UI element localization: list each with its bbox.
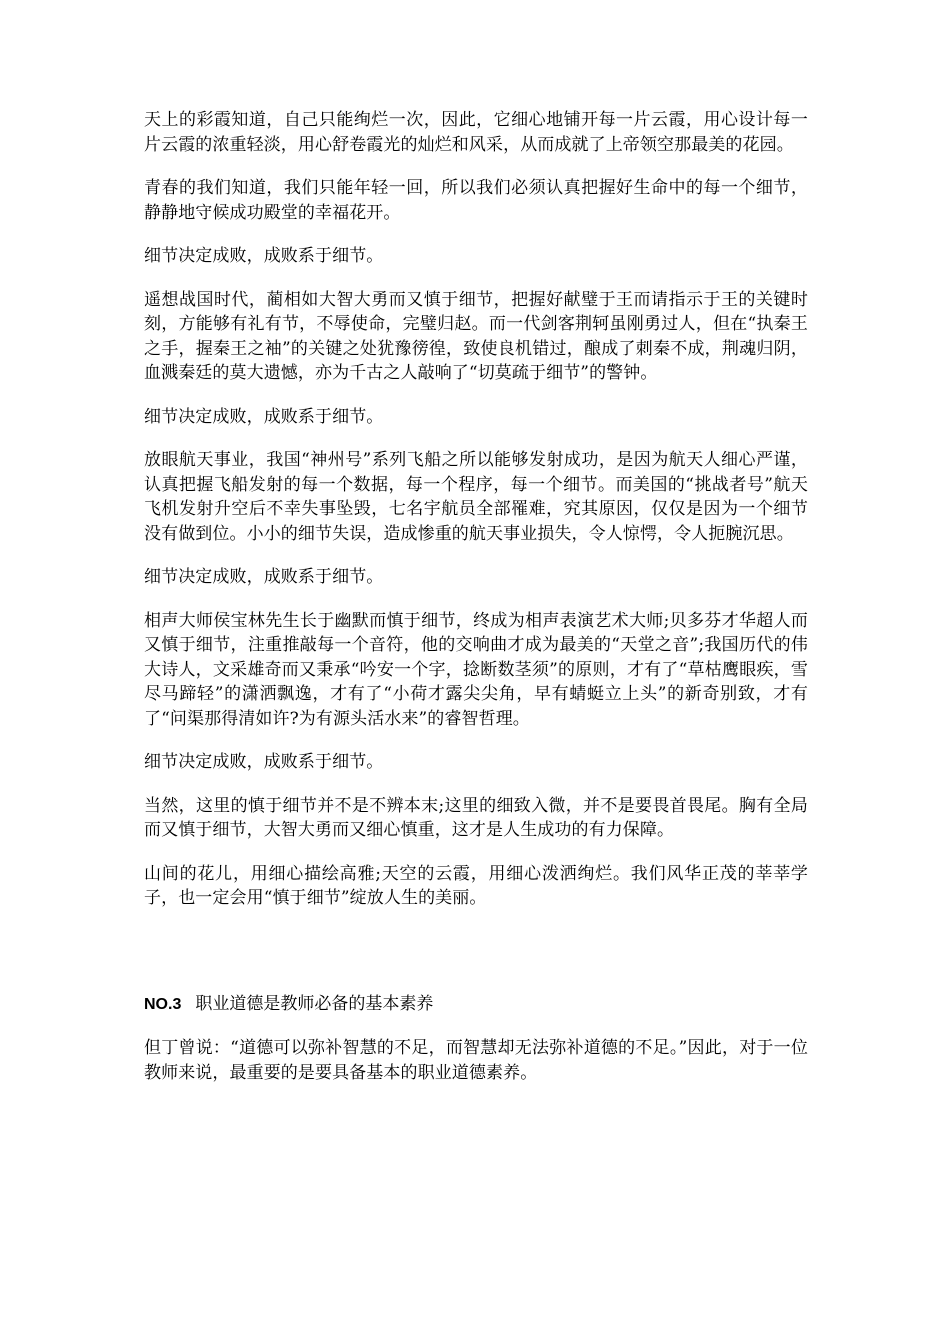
paragraph-1: 天上的彩霞知道，自己只能绚烂一次，因此，它细心地铺开每一片云霞，用心设计每一片云霞的浓重轻淡，用心舒卷霞光的灿烂和风采，从而成就了上帝领空那最美的花园。 (144, 110, 808, 155)
section-spacer (144, 930, 808, 992)
paragraph-8: 相声大师侯宝林先生长于幽默而慎于细节，终成为相声表演艺术大师;贝多芬才华超人而又慎于细节，注重推敲每一个音符，他的交响曲才成为最美的“天堂之音”;我国历代的伟大诗人，文采雄奇而又秉承“吟安一个字，捻断数茎须”的原则，才有了“草枯鹰眼疾，雪尽马蹄轻”的潇洒飘逸，才有了“小荷才露尖尖角，早有蜻蜓立上头”的新奇别致，才有了“问渠那得清如许?为有源头活水来”的睿智哲理。 (144, 610, 808, 729)
paragraph-11: 山间的花儿，用细心描绘高雅;天空的云霞，用细心泼洒绚烂。我们风华正茂的莘莘学子，也一定会用“慎于细节”绽放人生的美丽。 (144, 863, 808, 908)
paragraph-3: 细节决定成败，成败系于细节。 (144, 246, 384, 266)
section-number: NO.3 (144, 995, 182, 1013)
paragraph-5: 细节决定成败，成败系于细节。 (144, 406, 384, 427)
section-heading (144, 992, 808, 1018)
paragraph-9: 细节决定成败，成败系于细节。 (144, 752, 384, 772)
paragraph-7: 细节决定成败，成败系于细节。 (144, 567, 384, 587)
paragraph-12: 但丁曾说：“道德可以弥补智慧的不足，而智慧却无法弥补道德的不足。”因此，对于一位教师来说，最重要的是要具备基本的职业道德素养。 (144, 1038, 808, 1083)
paragraph-4: 遥想战国时代，蔺相如大智大勇而又慎于细节，把握好献璧于王而请指示于王的关键时刻，方能够有礼有节，不辱使命，完璧归赵。而一代剑客荆轲虽刚勇过人，但在“执秦王之手，握秦王之袖”的关键之处犹豫徬徨，致使良机错过，酿成了刺秦不成，荆魂归阴，血溅秦廷的莫大遗憾，亦为千古之人敲响了“切莫疏于细节”的警钟。 (144, 289, 808, 383)
document-page (144, 108, 808, 1104)
paragraph-10: 当然，这里的慎于细节并不是不辨本末;这里的细致入微，并不是要畏首畏尾。胸有全局而又慎于细节，大智大勇而又细心慎重，这才是人生成功的有力保障。 (144, 795, 808, 840)
paragraph-6: 放眼航天事业，我国“神州号”系列飞船之所以能够发射成功，是因为航天人细心严谨，认真把握飞船发射的每一个数据，每一个程序，每一个细节。而美国的“挑战者号”航天飞机发射升空后不幸失事坠毁，七名宇航员全部罹难，究其原因，仅仅是因为一个细节没有做到位。小小的细节失误，造成惨重的航天事业损失，令人惊愕，令人扼腕沉思。 (144, 450, 808, 544)
section-title: 职业道德是教师必备的基本素养 (195, 993, 434, 1014)
paragraph-2: 青春的我们知道，我们只能年轻一回，所以我们必须认真把握好生命中的每一个细节，静静地守候成功殿堂的幸福花开。 (144, 178, 808, 223)
